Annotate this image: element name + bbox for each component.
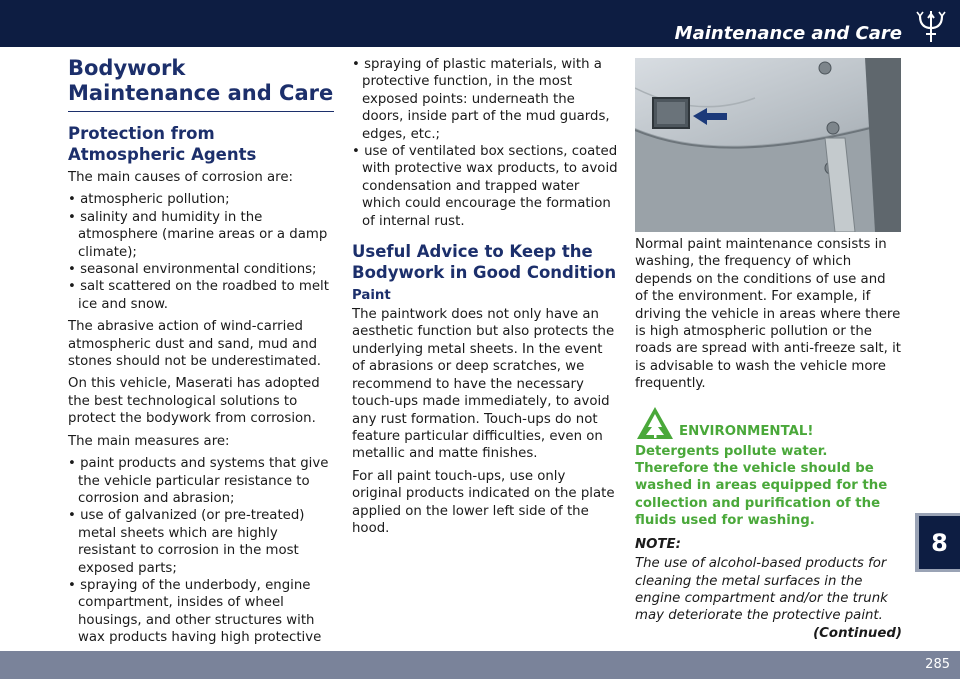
list-item: • salinity and humidity in the atmosphere (marine areas or a damp climate); — [68, 209, 334, 261]
measures-list-continued — [352, 56, 618, 230]
environmental-title: ENVIRONMENTAL! — [679, 424, 814, 440]
column-3 — [635, 236, 901, 625]
column-2 — [352, 56, 618, 542]
measures-list — [68, 455, 334, 664]
list-item: • use of galvanized (or pre-treated) metal sheets which are highly resistant to corrosion in the most exposed parts; — [68, 507, 334, 577]
list-item: • use of ventilated box sections, coated with protective wax products, to avoid condensation and trapped water which could encourage the formation of internal rust. — [352, 143, 618, 230]
environment-tree-warning-icon — [635, 405, 675, 441]
list-item: • atmospheric pollution; — [68, 191, 334, 208]
hood-paint-plate-photo — [635, 58, 901, 232]
list-item: • salt scattered on the roadbed to melt ice and snow. — [68, 278, 334, 313]
paragraph: The abrasive action of wind-carried atmospheric dust and sand, mud and stones should not be underestimated. — [68, 319, 321, 370]
subheading-paint: Paint — [352, 288, 391, 304]
environmental-heading — [635, 405, 901, 441]
paragraph: On this vehicle, Maserati has adopted the best technological solutions to protect the bodywork from corrosion. — [68, 376, 320, 427]
list-item: • spraying of plastic materials, with a protective function, in the most exposed points: underneath the doors, inside part of the mud guards, edges, etc.; — [352, 56, 618, 143]
section-title-bodywork-advice: Useful Advice to Keep the Bodywork in Good Condition — [352, 242, 617, 283]
chapter-tab[interactable]: 8 — [915, 513, 960, 572]
page-number: 285 — [925, 657, 950, 672]
paragraph: For all paint touch-ups, use only original products indicated on the plate applied on the lower left side of the hood. — [352, 468, 615, 536]
note-label: NOTE: — [635, 536, 681, 552]
environmental-text: Detergents pollute water. Therefore the vehicle should be washed in areas equipped for the collection and purification of the fluids used for washing. — [635, 443, 888, 529]
column-1 — [68, 56, 334, 669]
paragraph: Normal paint maintenance consists in washing, the frequency of which depends on the conditions of use and of the environment. For example, if driving the vehicle in areas where there is high atmospheric pollution or the roads are spread with anti-freeze salt, it is advisable to wash the vehicle more frequently. — [635, 237, 901, 392]
paragraph: The main causes of corrosion are: — [68, 170, 293, 185]
list-item: • seasonal environmental conditions; — [68, 261, 334, 278]
causes-list — [68, 191, 334, 313]
chapter-title: Maintenance and Care — [674, 23, 902, 44]
paragraph: The paintwork does not only have an aesthetic function but also protects the underlying metal sheets. In the event of abrasions or deep scratches, we recommend to have the necessary touch-ups made immediately, to avoid any rust formation. Touch-ups do not feature particular difficulties, even on metallic and matte finishes. — [352, 307, 615, 462]
paragraph: The main measures are: — [68, 433, 230, 449]
list-item: • paint products and systems that give the vehicle particular resistance to corrosion and abrasion; — [68, 455, 334, 507]
section-title-atmospheric: Protection from Atmospheric Agents — [68, 124, 257, 164]
continued-label: (Continued) — [813, 626, 902, 641]
trident-logo-icon — [914, 8, 948, 44]
page-title: Bodywork Maintenance and Care — [68, 56, 334, 112]
footer-bar — [0, 651, 960, 679]
list-item: • spraying of the underbody, engine compartment, insides of wheel housings, and other structures with wax products having high protective — [68, 577, 334, 664]
note-text: The use of alcohol-based products for cleaning the metal surfaces in the engine compartment and/or the trunk may deteriorate the protective paint. — [635, 556, 888, 624]
hood-photo-illustration — [635, 58, 901, 232]
